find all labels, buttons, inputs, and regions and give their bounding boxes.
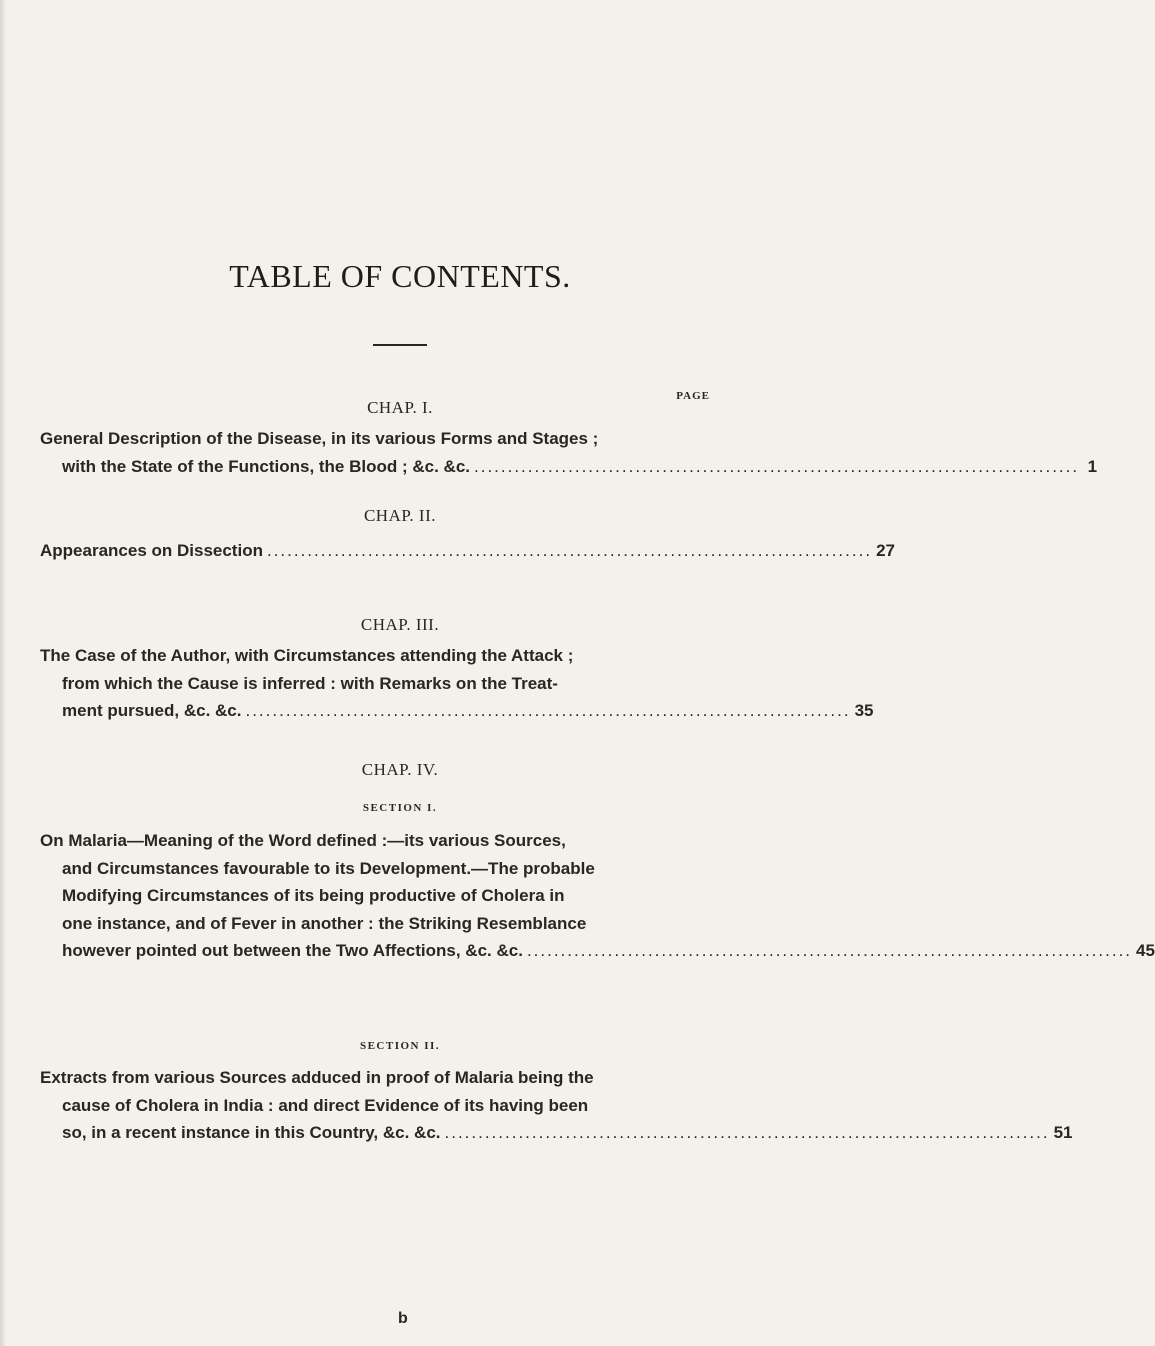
chapter-heading-4: CHAP. IV. xyxy=(361,760,439,779)
chapter-heading-2: CHAP. II. xyxy=(363,506,437,525)
entry-line: so, in a recent instance in this Country, &c. &c. xyxy=(62,1123,441,1142)
entry-line: Appearances on Dissection xyxy=(40,541,263,560)
signature-mark: b xyxy=(398,1310,408,1327)
entry-line: Extracts from various Sources adduced in proof of Malaria being the xyxy=(40,1068,594,1087)
entry-line: and Circumstances favourable to its Development.—The probable xyxy=(62,858,595,878)
title-rule xyxy=(373,344,427,346)
dot-leader: .......................................................................................... xyxy=(526,941,1133,960)
dot-leader: .......................................................................................... xyxy=(444,1123,1050,1142)
toc-entry-chap-4-sec-2 xyxy=(40,1064,1073,1147)
chapter-heading-1: CHAP. I. xyxy=(367,398,433,417)
entry-line: one instance, and of Fever in another : the Striking Resemblance xyxy=(62,913,587,933)
dot-leader: .......................................................................................... xyxy=(474,456,1080,476)
page-edge xyxy=(0,0,6,1346)
entry-line: ment pursued, &c. &c. xyxy=(62,701,242,720)
dot-leader: .......................................................................................... xyxy=(266,541,873,560)
chapter-heading-3: CHAP. III. xyxy=(360,615,440,634)
entry-line: cause of Cholera in India : and direct Evidence of its having been xyxy=(62,1095,589,1115)
section-heading-2: SECTION II. xyxy=(359,1040,441,1052)
toc-entry-chap-4-sec-1 xyxy=(40,827,1155,965)
entry-line: Modifying Circumstances of its being productive of Cholera in xyxy=(62,886,565,905)
entry-leader-line xyxy=(40,537,895,565)
page-number: 35 xyxy=(854,701,874,720)
page-number: 45 xyxy=(1136,941,1155,960)
page-number: 1 xyxy=(1087,456,1098,476)
entry-line: General Description of the Disease, in its various Forms and Stages ; xyxy=(40,429,599,448)
toc-entry-chap-1 xyxy=(40,425,1098,480)
page-number: 51 xyxy=(1053,1123,1073,1142)
entry-line: The Case of the Author, with Circumstances attending the Attack ; xyxy=(40,646,574,665)
page-number: 27 xyxy=(876,541,895,560)
entry-leader-line xyxy=(40,697,874,725)
section-heading-1: SECTION I. xyxy=(362,802,438,814)
entry-leader-line xyxy=(40,1119,1073,1147)
entry-line: from which the Cause is inferred : with Remarks on the Treat- xyxy=(62,673,558,693)
entry-line: On Malaria—Meaning of the Word defined :—its various Sources, xyxy=(40,831,566,850)
toc-entry-chap-3 xyxy=(40,642,874,725)
entry-line: with the State of the Functions, the Blood ; &c. &c. xyxy=(62,456,470,476)
entry-line: however pointed out between the Two Affections, &c. &c. xyxy=(62,941,523,960)
toc-entry-chap-2 xyxy=(40,537,895,565)
dot-leader: .......................................................................................... xyxy=(245,701,851,720)
entry-leader-line xyxy=(40,937,1155,965)
entry-leader-line xyxy=(40,453,1098,481)
page-title: TABLE OF CONTENTS. xyxy=(229,258,571,294)
page-column-label: PAGE xyxy=(676,390,710,402)
